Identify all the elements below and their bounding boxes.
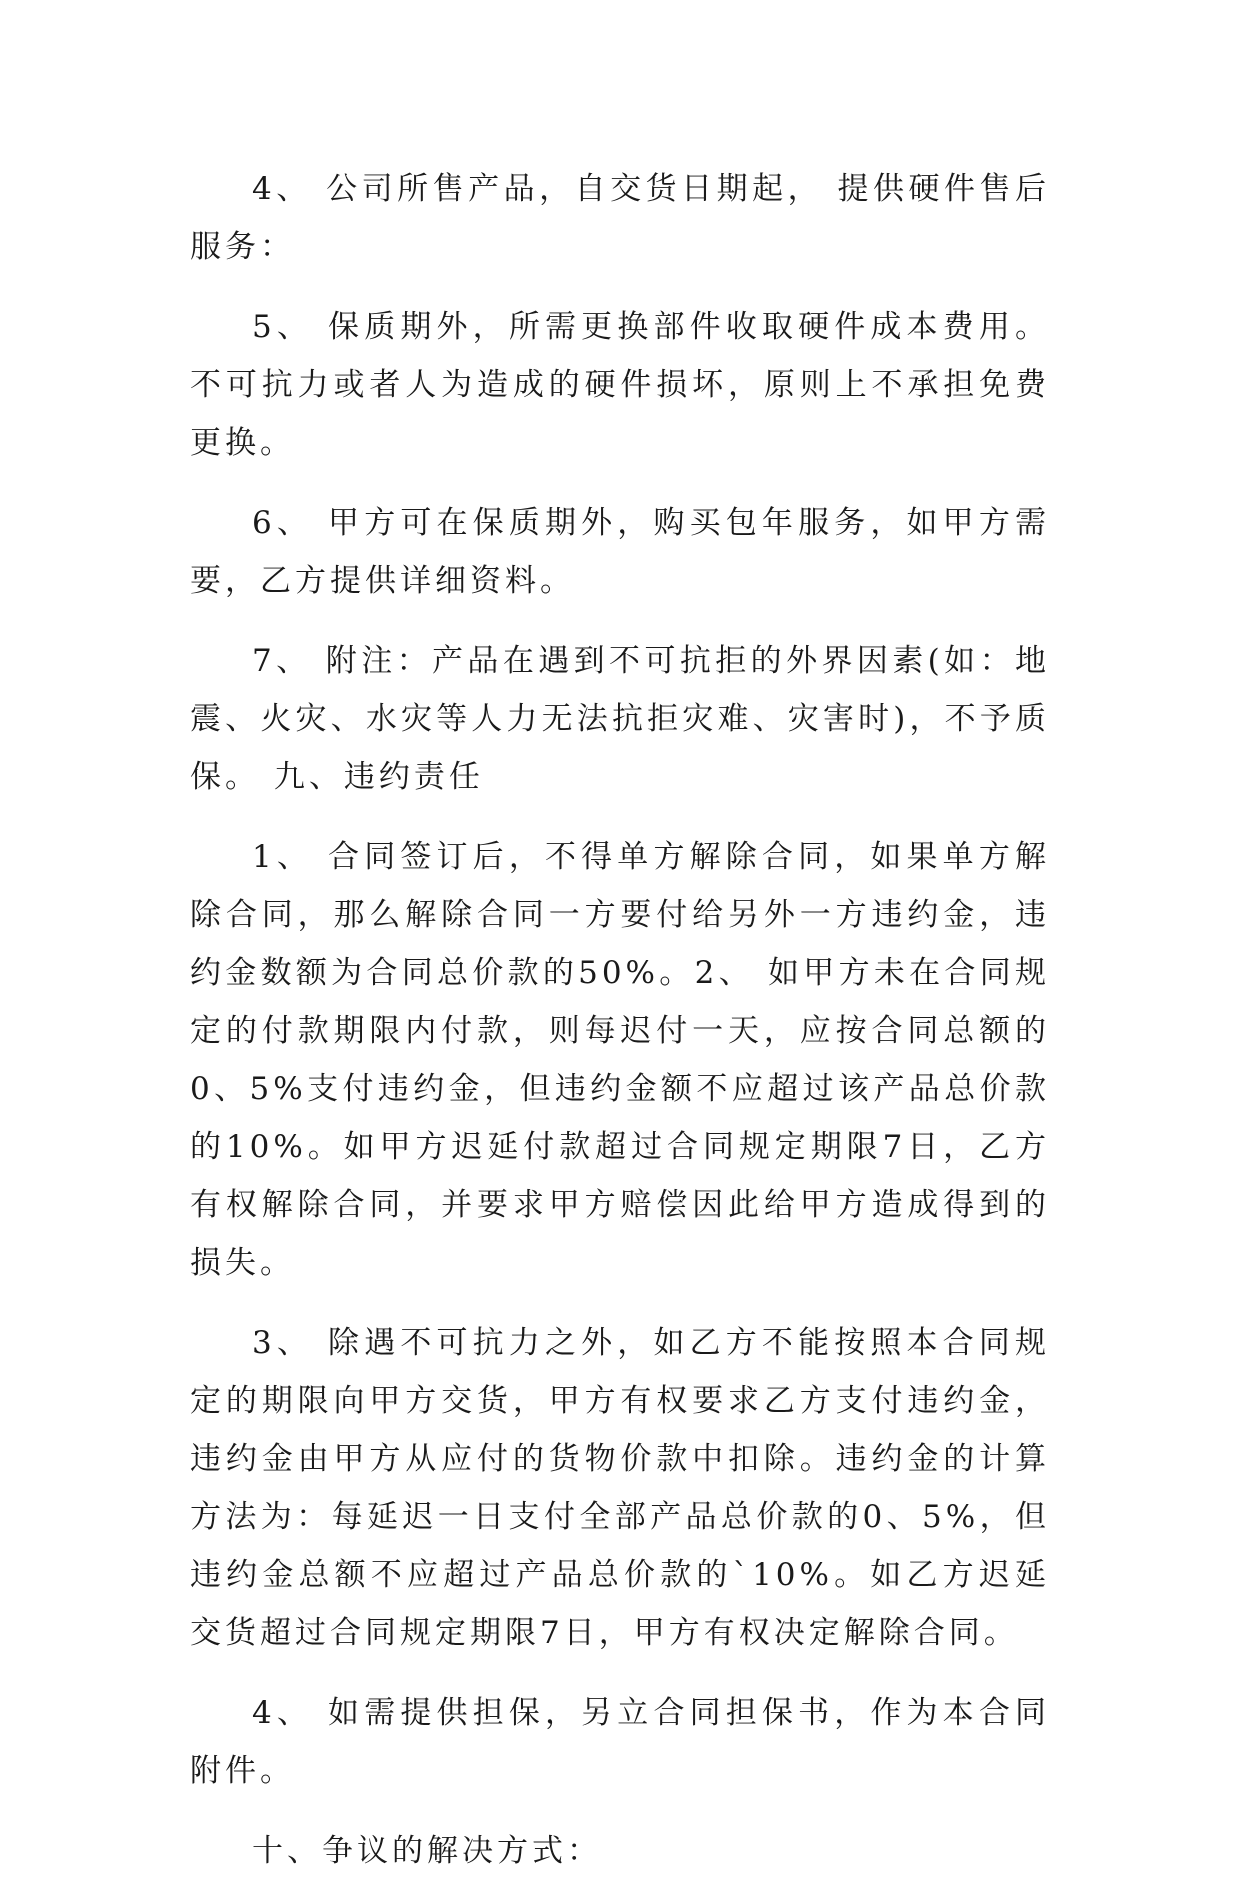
paragraph-out-of-warranty-parts: 5、 保质期外，所需更换部件收取硬件成本费用。不可抗力或者人为造成的硬件损坏，原则上不承担免费更换。 bbox=[190, 309, 1050, 461]
section-heading-dispute-resolution: 十、争议的解决方式： bbox=[252, 1833, 602, 1869]
paragraph-annual-service: 6、 甲方可在保质期外，购买包年服务，如甲方需要，乙方提供详细资料。 bbox=[190, 505, 1050, 599]
document-page bbox=[190, 160, 1050, 1880]
paragraph-warranty-after-sales: 4、 公司所售产品，自交货日期起， 提供硬件售后服务： bbox=[190, 171, 1050, 265]
paragraph-guarantee: 4、 如需提供担保，另立合同担保书，作为本合同附件。 bbox=[190, 1695, 1050, 1789]
paragraph-breach-delivery-delay: 3、 除遇不可抗力之外，如乙方不能按照本合同规定的期限向甲方交货，甲方有权要求乙方支付违约金，违约金由甲方从应付的货物价款中扣除。违约金的计算方法为：每延迟一日支付全部产品总价款的0、5%，但违约金总额不应超过产品总价款的`10%。如乙方迟延交货超过合同规定期限7日，甲方有权决定解除合同。 bbox=[190, 1325, 1050, 1651]
paragraph-breach-termination-payment: 1、 合同签订后，不得单方解除合同，如果单方解除合同，那么解除合同一方要付给另外一方违约金，违约金数额为合同总价款的50%。2、 如甲方未在合同规定的付款期限内付款，则每迟付一天，应按合同总额的0、5%支付违约金，但违约金额不应超过该产品总价款的10%。如甲方迟延付款超过合同规定期限7日，乙方有权解除合同，并要求甲方赔偿因此给甲方造成得到的损失。 bbox=[190, 839, 1050, 1281]
paragraph-force-majeure-note: 7、 附注：产品在遇到不可抗拒的外界因素(如：地震、火灾、水灾等人力无法抗拒灾难、灾害时)，不予质保。 九、违约责任 bbox=[190, 643, 1050, 795]
